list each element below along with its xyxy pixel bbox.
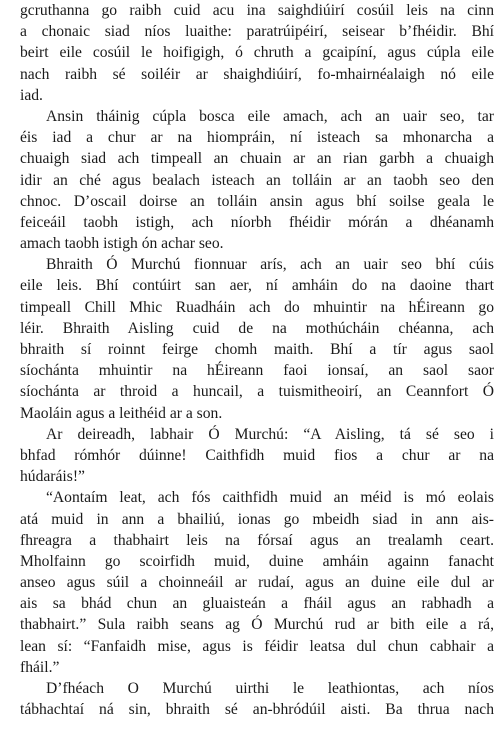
paragraph (20, 487, 494, 678)
text-line: chuaigh siad ach timpeall an chuain ar an rian garbh a chuaigh (20, 150, 494, 168)
text-line: Ar deireadh, labhair Ó Murchú: “A Aisling, tá sé seo i (46, 425, 494, 443)
text-line: D’fhéach O Murchú uirthi le leathiontas, ach níos (46, 680, 494, 697)
text-line: bhfad rómhór dúinne! Caithfidh muid fios a chur ar na (20, 446, 494, 464)
text-line: Maoláin agus a leithéid ar a son. (20, 404, 223, 422)
paragraph (20, 106, 494, 254)
text-line: fhreagra a thabhairt leis na fórsaí agus an trealamh ceart. (20, 531, 494, 549)
text-line: beirt eile cosúil le hoifigigh, ó chruth a gcaipíní, agus cúpla eile (20, 44, 494, 62)
text-line: fháil.” (20, 658, 60, 676)
text-line: gcruthanna go raibh cuid acu ina saighdiúirí cosúil leis na cinn (20, 2, 494, 19)
text-line: húdaráis!” (20, 468, 85, 486)
text-line: iad. (20, 86, 43, 104)
text-line: a chonaic siad níos luaithe: paratrúipéirí, seisear b’fhéidir. Bhí (20, 23, 494, 41)
paragraph (20, 254, 494, 424)
text-line: nach raibh sé soiléir ar shaighdiúirí, fo-mhairnéalaigh nó eile (20, 65, 494, 83)
text-line: lean sí: “Fanfaidh mise, agus is féidir leatsa dul chun cabhair a (20, 637, 494, 655)
text-line: Ansin tháinig cúpla bosca eile amach, ach an uair seo, tar (46, 107, 494, 125)
text-line: síochánta ar throid a huncail, a tuismitheoirí, an Ceannfort Ó (20, 383, 494, 401)
text-line: “Aontaím leat, ach fós caithfidh muid an méid is mó eolais (46, 489, 494, 507)
text-line: léir. Bhraith Aisling cuid de na mothúcháin chéanna, ach (20, 319, 494, 337)
text-line: chnoc. D’oscail doirse an tolláin ansin agus bhí soilse geala le (20, 192, 494, 210)
text-line: timpeall Chill Mhic Ruadháin ach do mhuintir na hÉireann go (20, 298, 494, 316)
text-line: anseo agus súil a choinneáil ar rudaí, agus an duine eile dul ar (20, 574, 494, 592)
text-line: bhraith sí roinnt feirge chomh maith. Bhí a tír agus saol (20, 341, 494, 358)
paragraph (20, 0, 494, 106)
text-line: idir an ché agus bealach isteach an tolláin ar an taobh seo den (20, 171, 494, 189)
text-line: feiceáil taobh istigh, ach níorbh fhéidir mórán a dhéanamh (20, 213, 494, 231)
paragraph (20, 678, 494, 720)
paragraph (20, 424, 494, 488)
text-line: Mholfainn go scoirfidh muid, duine amháin againn fanacht (20, 552, 494, 570)
text-line: síochánta mhuintir na hÉireann faoi ionsaí, an saol saor (20, 362, 494, 380)
text-line: amach taobh istigh ón achar seo. (20, 235, 224, 253)
text-line: éis iad a chur ar na hiompráin, ní isteach sa mhonarcha a (20, 129, 494, 147)
text-line: ais sa bhád chun an gluaisteán a fháil agus an rabhadh a (20, 595, 494, 613)
text-line: thabhairt.” Sula raibh seans ag Ó Murchú rud ar bith eile a rá, (20, 616, 494, 634)
text-line: eile leis. Bhí contúirt san aer, ní amháin do na daoine thart (20, 277, 494, 295)
text-line: Bhraith Ó Murchú fionnuar arís, ach an uair seo bhí cúis (46, 256, 494, 274)
text-line: atá muid in ann a bhailiú, ionas go mbeidh siad in ann ais- (20, 510, 494, 528)
text-line: tábhachtaí ná sin, bhraith sé an-bhródúil aisti. Ba thrua nach (20, 701, 494, 719)
